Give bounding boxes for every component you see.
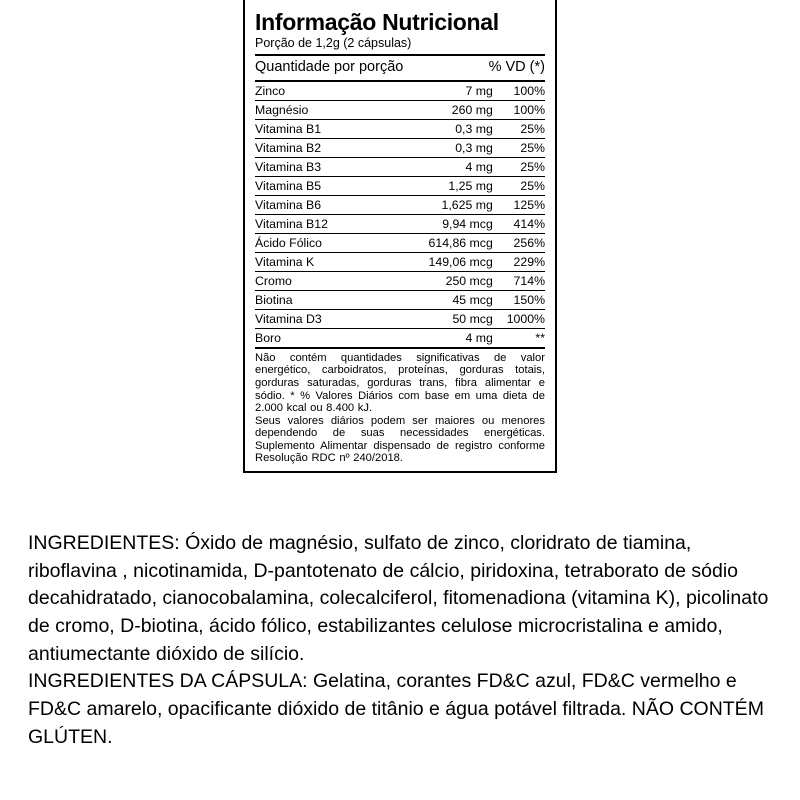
table-row [255, 328, 545, 348]
ingredients-section [28, 530, 773, 752]
nutrient-dv: 414% [493, 214, 545, 233]
nutrient-amount: 45 mcg [406, 290, 493, 309]
table-row [255, 290, 545, 309]
nutrient-amount: 260 mg [406, 100, 493, 119]
table-row [255, 233, 545, 252]
table-row [255, 309, 545, 328]
nutrition-footnotes [255, 352, 545, 465]
nutrient-dv: 100% [493, 100, 545, 119]
nutrient-amount: 149,06 mcg [406, 252, 493, 271]
nutrient-amount: 50 mcg [406, 309, 493, 328]
nutrient-name: Vitamina B12 [255, 214, 406, 233]
nutrient-amount: 0,3 mg [406, 138, 493, 157]
nutrient-name: Magnésio [255, 100, 406, 119]
nutrient-name: Boro [255, 328, 406, 348]
nutrition-table [255, 82, 545, 349]
ingredients-main: INGREDIENTES: Óxido de magnésio, sulfato de zinco, cloridrato de tiamina, riboflavina , nicotinamida, D-pantotenato de cálcio, piridoxina, tetraborato de sódio decahidratado, cianocobalamina, colecalciferol, fitomenadiona (vitamina K), picolinato de cromo, D-biotina, ácido fólico, estabilizantes celulose microcristalina e amido, antiumectante dióxido de silício. [28, 532, 769, 665]
nutrient-amount: 9,94 mcg [406, 214, 493, 233]
nutrient-name: Vitamina B6 [255, 195, 406, 214]
nutrient-dv: 229% [493, 252, 545, 271]
nutrition-title: Informação Nutricional [255, 9, 499, 35]
serving-size: Porção de 1,2g (2 cápsulas) [255, 36, 412, 51]
nutrient-name: Vitamina B3 [255, 157, 406, 176]
nutrient-amount: 4 mg [406, 328, 493, 348]
nutrient-dv: 150% [493, 290, 545, 309]
nutrient-name: Zinco [255, 82, 406, 101]
nutrient-amount: 4 mg [406, 157, 493, 176]
nutrient-name: Ácido Fólico [255, 233, 406, 252]
table-row [255, 138, 545, 157]
nutrient-amount: 0,3 mg [406, 119, 493, 138]
table-header-row [255, 56, 545, 78]
nutrient-dv: 100% [493, 82, 545, 101]
nutrient-name: Biotina [255, 290, 406, 309]
nutrient-amount: 1,25 mg [406, 176, 493, 195]
table-row [255, 119, 545, 138]
nutrient-dv: ** [493, 328, 545, 348]
column-header-amount: Quantidade por porção [255, 58, 404, 75]
nutrient-dv: 25% [493, 138, 545, 157]
table-row [255, 271, 545, 290]
nutrient-name: Cromo [255, 271, 406, 290]
nutrition-facts-panel [243, 0, 557, 473]
nutrient-name: Vitamina K [255, 252, 406, 271]
ingredients-capsule: INGREDIENTES DA CÁPSULA: Gelatina, corantes FD&C azul, FD&C vermelho e FD&C amarelo, opacificante dióxido de titânio e água potável filtrada. NÃO CONTÉM GLÚTEN. [28, 670, 764, 748]
footnote-secondary: Seus valores diários podem ser maiores ou menores dependendo de suas necessidades energéticas. Suplemento Alimentar dispensado de registro conforme Resolução RDC nº 240/2018. [255, 414, 545, 465]
nutrient-dv: 25% [493, 119, 545, 138]
column-header-dv: % VD (*) [488, 58, 545, 75]
table-row [255, 157, 545, 176]
table-row [255, 100, 545, 119]
table-row [255, 195, 545, 214]
nutrient-name: Vitamina B1 [255, 119, 406, 138]
table-row [255, 214, 545, 233]
nutrient-dv: 256% [493, 233, 545, 252]
footnote-primary: Não contém quantidades significativas de valor energético, carboidratos, proteínas, gorduras totais, gorduras saturadas, gorduras trans, fibra alimentar e sódio. * % Valores Diários com base em uma dieta de 2.000 kcal ou 8.400 kJ. [255, 351, 545, 415]
table-row [255, 176, 545, 195]
nutrient-dv: 25% [493, 176, 545, 195]
nutrient-amount: 1,625 mg [406, 195, 493, 214]
nutrient-dv: 714% [493, 271, 545, 290]
nutrient-amount: 250 mcg [406, 271, 493, 290]
table-row [255, 252, 545, 271]
table-row [255, 82, 545, 101]
nutrient-name: Vitamina D3 [255, 309, 406, 328]
nutrient-amount: 614,86 mcg [406, 233, 493, 252]
nutrient-dv: 1000% [493, 309, 545, 328]
nutrient-dv: 125% [493, 195, 545, 214]
nutrient-name: Vitamina B2 [255, 138, 406, 157]
nutrient-dv: 25% [493, 157, 545, 176]
nutrient-name: Vitamina B5 [255, 176, 406, 195]
nutrient-amount: 7 mg [406, 82, 493, 101]
